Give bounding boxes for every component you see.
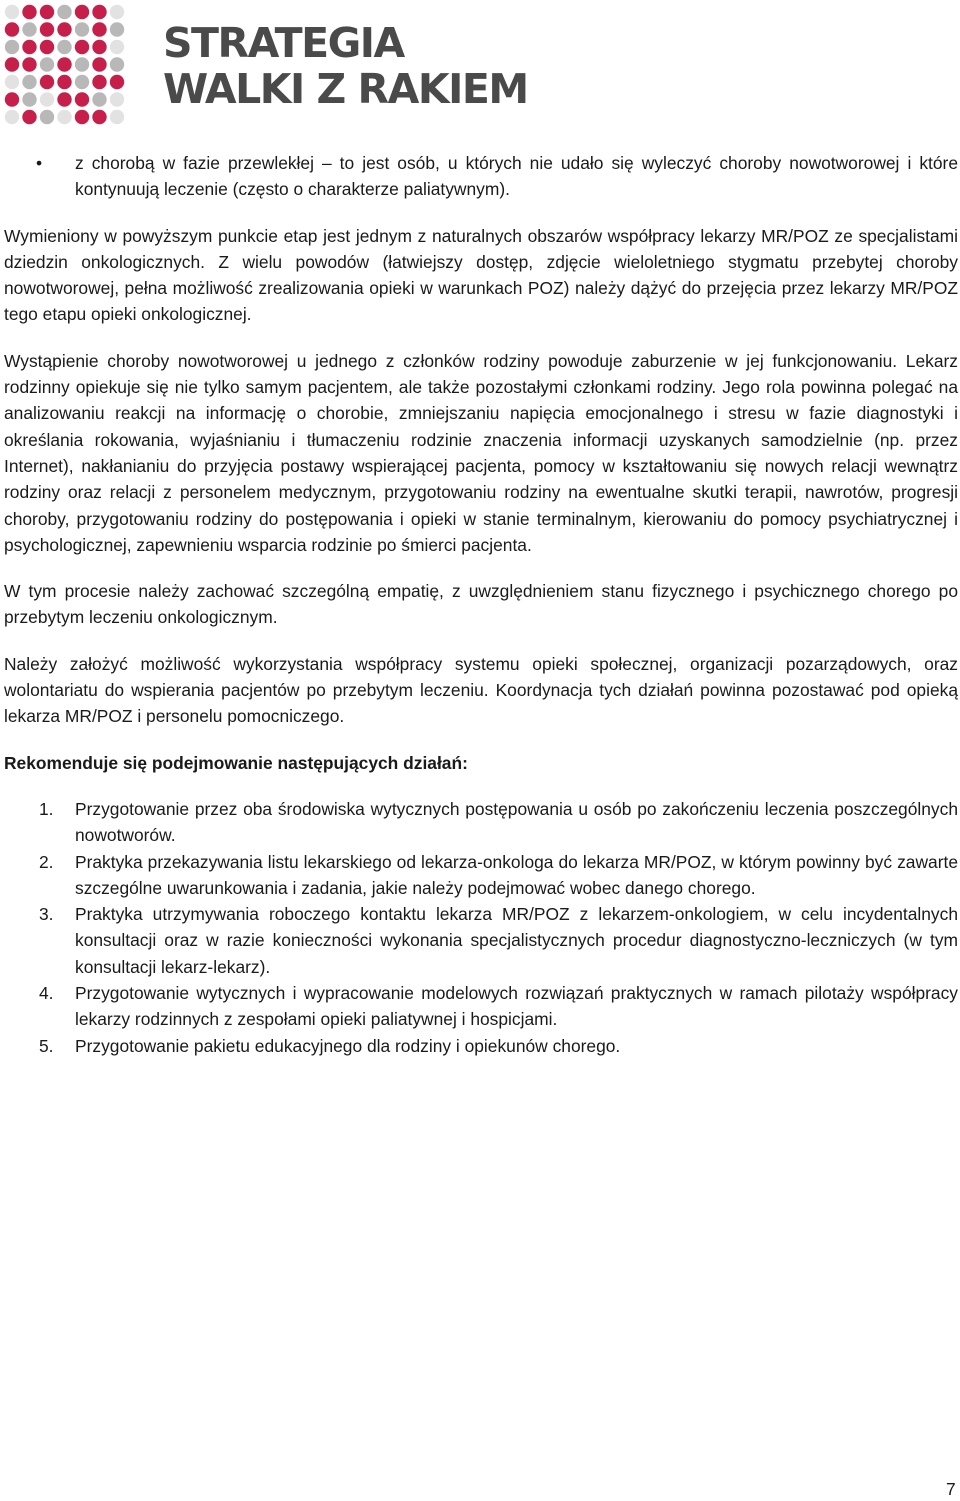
logo-dot (40, 75, 54, 89)
recommendations-heading: Rekomenduje się podejmowanie następujących działań: (4, 752, 468, 773)
paragraph-3: W tym procesie należy zachować szczególną empatię, z uwzględnieniem stanu fizycznego i psychicznego chorego po przebytym leczeniu onkologicznym. (4, 581, 958, 628)
logo-dot (22, 5, 36, 19)
logo-dot (57, 57, 71, 71)
paragraph-2: Wystąpienie choroby nowotworowej u jednego z członków rodziny powoduje zaburzenie w jej funkcjonowaniu. Lekarz rodzinny opiekuje się nie tylko samym pacjentem, ale także pozostałymi członkami rodziny. Jego rola powinna polegać na analizowaniu reakcji na informację o chorobie, zmniejszaniu napięcia emocjonalnego i stresu w fazie diagnostyki i określania rokowania, wyjaśnianiu i tłumaczeniu rodzinie znaczenia informacji uzyskanych samodzielnie (np. przez Internet), nakłanianiu do przyjęcia postawy wspierającej pacjenta, pomocy w kształtowaniu się nowych relacji wewnątrz rodziny oraz relacji z personelem medycznym, przygotowaniu rodziny na ewentualne skutki terapii, nawrotów, progresji choroby, przygotowaniu rodziny do postępowania i opieki w stanie terminalnym, kierowaniu do pomocy psychiatrycznej i psychologicznej, zapewnieniu wsparcia rodzinie po śmierci pacjenta. (4, 350, 958, 555)
logo-dot (110, 110, 124, 124)
logo-dot (22, 110, 36, 124)
logo-dot (75, 92, 89, 106)
logo-dot (22, 75, 36, 89)
logo-dot (22, 40, 36, 54)
list-text: Przygotowanie pakietu edukacyjnego dla rodziny i opiekunów chorego. (75, 1035, 621, 1056)
logo-dot (92, 75, 106, 89)
logo-dot (5, 110, 19, 124)
logo-dot (5, 75, 19, 89)
logo-dot (110, 5, 124, 19)
logo-line-2: WALKI Z RAKIEM (163, 65, 528, 113)
list-number: 3. (39, 904, 54, 925)
list-number: 5. (39, 1035, 54, 1056)
logo-wordmark (163, 20, 528, 112)
list-text: Praktyka przekazywania listu lekarskiego od lekarza-onkologa do lekarza MR/POZ, w którym powinny być zawarte szczególne uwarunkowania i zadania, jakie należy podejmować wobec danego chorego. (75, 851, 958, 898)
logo-dot (92, 92, 106, 106)
recommendations-list (4, 796, 958, 1059)
logo-dot (22, 57, 36, 71)
logo-dot (57, 5, 71, 19)
list-text: Przygotowanie wytycznych i wypracowanie modelowych rozwiązań praktycznych w ramach pilotaży współpracy lekarzy rodzinnych z zespołami opieki paliatywnej i hospicjami. (75, 983, 958, 1030)
logo-dot (5, 5, 19, 19)
logo-dot (92, 5, 106, 19)
logo-dot (57, 22, 71, 36)
logo-dot (75, 110, 89, 124)
logo-dot (75, 22, 89, 36)
logo-dot (75, 57, 89, 71)
logo-dots-graphic (4, 4, 128, 128)
list-number: 2. (39, 851, 54, 872)
bullet-mark: • (36, 153, 43, 173)
logo-dot (110, 57, 124, 71)
logo-dot (5, 92, 19, 106)
logo-dot (5, 57, 19, 71)
logo-line-1: STRATEGIA (163, 19, 404, 67)
list-item (4, 1033, 958, 1059)
list-text: Praktyka utrzymywania roboczego kontaktu lekarza MR/POZ z lekarzem-onkologiem, w celu incydentalnych konsultacji oraz w razie konieczności wykonania specjalistycznych procedur diagnostyczno-leczniczych (w tym konsultacji lekarz-lekarz). (75, 904, 958, 977)
paragraph-4: Należy założyć możliwość wykorzystania współpracy systemu opieki społecznej, organizacji pozarządowych, oraz wolontariatu do wspierania pacjentów po przebytym leczeniu. Koordynacja tych działań powinna pozostawać pod opieką lekarza MR/POZ i personelu pomocniczego. (4, 653, 958, 727)
bullet-text: z chorobą w fazie przewlekłej – to jest osób, u których nie udało się wyleczyć choroby nowotworowej i które kontynuują leczenie (często o charakterze paliatywnym). (75, 153, 958, 200)
document-body (4, 150, 958, 1059)
logo-dot (40, 110, 54, 124)
logo-dot (92, 40, 106, 54)
logo-dot (22, 92, 36, 106)
logo-dot (110, 92, 124, 106)
paragraph-1: Wymieniony w powyższym punkcie etap jest jednym z naturalnych obszarów współpracy lekarzy MR/POZ ze specjalistami dziedzin onkologicznych. Z wielu powodów (łatwiejszy dostęp, zdjęcie wieloletniego stygmatu przebytej choroby nowotworowej, pełna możliwość zrealizowania opieki w warunkach POZ) należy dążyć do przejęcia przez lekarzy MR/POZ tego etapu opieki onkologicznej. (4, 225, 958, 325)
logo-dot (110, 40, 124, 54)
bullet-item (4, 150, 958, 203)
logo-dot (40, 5, 54, 19)
logo-dot (110, 75, 124, 89)
logo-dot (57, 92, 71, 106)
logo-dot (75, 75, 89, 89)
list-item (4, 980, 958, 1033)
logo-dot (75, 40, 89, 54)
list-number: 4. (39, 983, 54, 1004)
logo-dot (40, 92, 54, 106)
logo-dot (40, 40, 54, 54)
list-number: 1. (39, 798, 54, 819)
logo-dot (57, 110, 71, 124)
logo-dot (92, 22, 106, 36)
list-item (4, 849, 958, 902)
list-item (4, 901, 958, 980)
logo-dot (57, 75, 71, 89)
logo-dot (92, 110, 106, 124)
logo-dot (110, 22, 124, 36)
logo-dot (57, 40, 71, 54)
logo-dot (22, 22, 36, 36)
logo-dot (40, 22, 54, 36)
logo-dot (5, 22, 19, 36)
page-header (0, 0, 960, 130)
logo-dot (40, 57, 54, 71)
logo-dot (5, 40, 19, 54)
page-number: 7 (946, 1479, 956, 1499)
logo-dot (92, 57, 106, 71)
logo-dot (75, 5, 89, 19)
list-text: Przygotowanie przez oba środowiska wytycznych postępowania u osób po zakończeniu leczenia poszczególnych nowotworów. (75, 798, 958, 846)
list-item (4, 796, 958, 849)
